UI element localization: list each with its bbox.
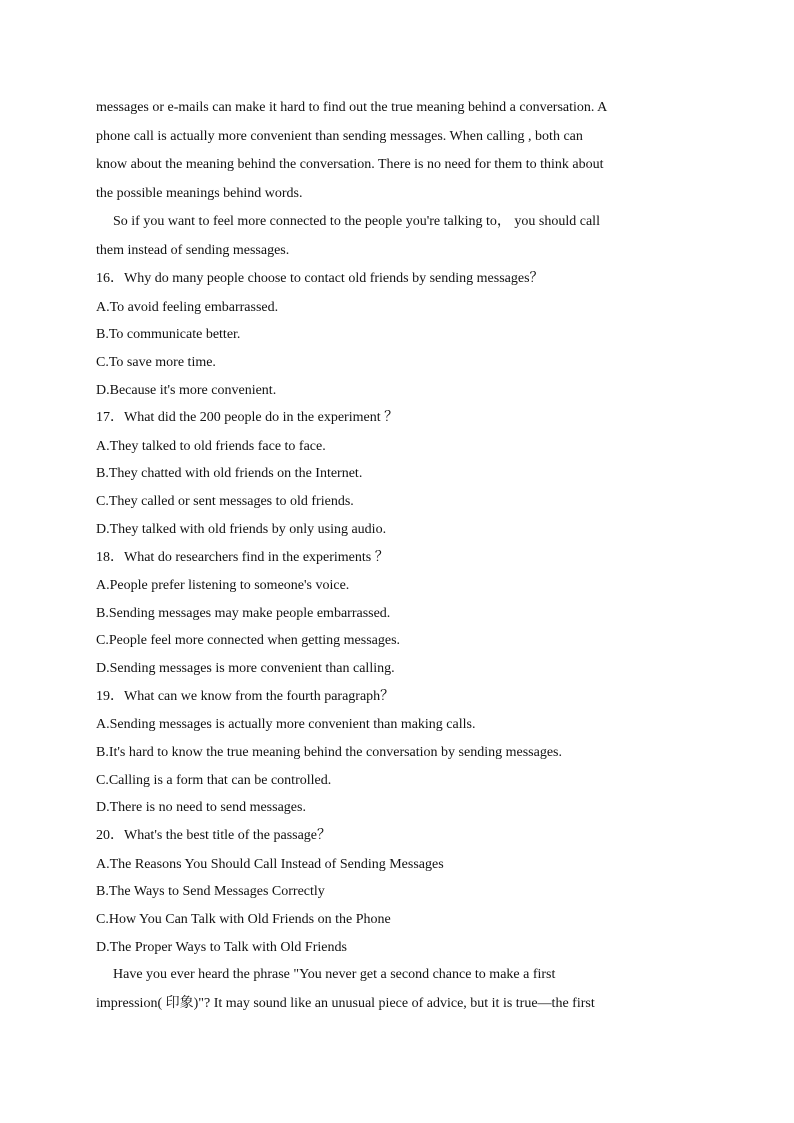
question-stem: 17．What did the 200 people do in the experiment ？ [96, 410, 399, 426]
question-20 [96, 822, 696, 961]
question-stem: 16．Why do many people choose to contact old friends by sending messages？ [96, 271, 544, 286]
question-stem: 19．What can we know from the fourth paragraph？ [96, 688, 395, 704]
option-a: A.Sending messages is actually more convenient than making calls. [96, 717, 476, 733]
question-17 [96, 404, 696, 543]
option-a: A.People prefer listening to someone's voice. [96, 578, 350, 593]
text-line: them instead of sending messages. [96, 242, 290, 258]
option-c: C.Calling is a form that can be controlled. [96, 772, 332, 788]
text-line: Have you ever heard the phrase "You never get a second chance to make a first [113, 967, 556, 983]
text-line: impression( 印象)"? It may sound like an unusual piece of advice, but it is true—the first [96, 995, 595, 1011]
text-line: So if you want to feel more connected to the people you're talking to， you should call [113, 214, 600, 229]
option-d: D.There is no need to send messages. [96, 800, 306, 816]
option-a: A.They talked to old friends face to face. [96, 438, 326, 454]
option-b: B.Sending messages may make people embarrassed. [96, 605, 391, 621]
text-line: phone call is actually more convenient than sending messages. When calling , both can [96, 128, 583, 144]
next-passage-paragraph [96, 961, 696, 1018]
passage-paragraph [96, 94, 696, 208]
question-16 [96, 265, 696, 404]
option-c: C.How You Can Talk with Old Friends on the Phone [96, 911, 391, 927]
question-stem: 18．What do researchers find in the experiments ？ [96, 549, 389, 565]
text-line: messages or e-mails can make it hard to find out the true meaning behind a conversation. A [96, 100, 608, 115]
option-c: C.They called or sent messages to old friends. [96, 494, 354, 510]
option-a: A.The Reasons You Should Call Instead of Sending Messages [96, 856, 444, 872]
option-d: D.Sending messages is more convenient than calling. [96, 661, 395, 677]
option-b: B.They chatted with old friends on the Internet. [96, 466, 363, 482]
option-b: B.The Ways to Send Messages Correctly [96, 884, 325, 900]
question-stem: 20．What's the best title of the passage？ [96, 828, 332, 843]
option-d: D.They talked with old friends by only using audio. [96, 521, 387, 537]
option-d: D.The Proper Ways to Talk with Old Friends [96, 939, 347, 955]
question-18 [96, 544, 696, 683]
page-content [96, 94, 696, 1018]
text-line: know about the meaning behind the conversation. There is no need for them to think about [96, 157, 604, 172]
text-line: the possible meanings behind words. [96, 185, 303, 201]
closing-paragraph [96, 208, 696, 265]
option-d: D.Because it's more convenient. [96, 382, 277, 398]
option-a: A.To avoid feeling embarrassed. [96, 299, 279, 315]
option-b: B.It's hard to know the true meaning behind the conversation by sending messages. [96, 744, 562, 760]
option-b: B.To communicate better. [96, 327, 241, 343]
question-19 [96, 683, 696, 822]
option-c: C.To save more time. [96, 354, 216, 370]
option-c: C.People feel more connected when getting messages. [96, 633, 401, 649]
